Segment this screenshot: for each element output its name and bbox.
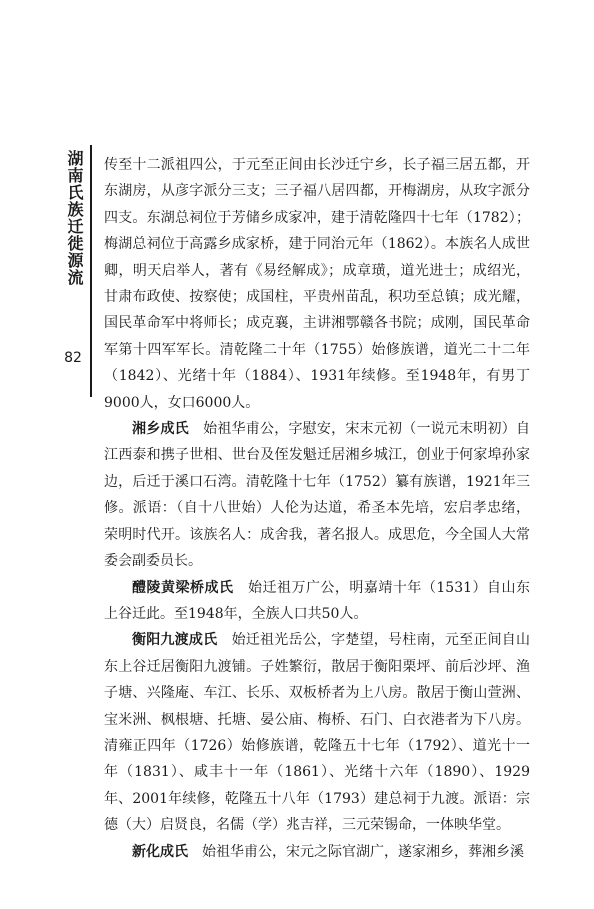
paragraph-text: 传至十二派祖四公，于元至正间由长沙迁宁乡，长子福三居五都，开东湖房，从彦字派分三支；三子福八居四都，开梅湖房，从玫字派分四支。东湖总祠位于芳储乡成家冲，建于清乾隆四十七年（1782）；梅湖总祠位于高露乡成家桥，建于同治元年（1862）。本族名人成世卿，明天启举人，著有《易经解成》；成章璜，道光进士；成绍光，甘肃布政使、按察使；成国柱，平贵州苗乱，积功至总镇；成光耀，国民革命军中将师长；成克襄，主讲湘鄂赣各书院；成刚，国民革命军第十四军军长。清乾隆二十年（1755）始修族谱，道光二十二年（1842）、光绪十年（1884）、1931年续修。至1948年，有男丁9000人，女口6000人。	[104, 157, 530, 411]
paragraph-heading: 衡阳九渡成氏	[132, 632, 218, 649]
paragraph-heading: 湘乡成氏	[132, 421, 189, 438]
page-number: 82	[64, 350, 82, 366]
side-section-title: 湖南氏族迁徙源流	[65, 150, 84, 286]
paragraph-text: 始祖华甫公，宋元之际官湖广，遂家湘乡，葬湘乡溪	[202, 843, 524, 860]
paragraph-hengyang	[104, 627, 530, 838]
paragraph-xiangxiang	[104, 416, 530, 574]
paragraph-text: 始迁祖万广公，明嘉靖十年（1531）自山东上谷迁此。至1948年，全族人口共50人。	[104, 579, 530, 622]
side-divider-line	[90, 145, 92, 397]
paragraph-heading: 醴陵黄梁桥成氏	[132, 579, 234, 596]
paragraph-xinhua	[104, 839, 530, 865]
paragraph-continuation	[104, 152, 530, 416]
body-text	[104, 152, 530, 865]
paragraph-heading: 新化成氏	[132, 843, 188, 860]
paragraph-text: 始祖华甫公，字慰安，宋末元初（一说元末明初）自江西泰和携子世相、世台及侄发魁迁居湘乡城江，创业于何家埠孙家边，后迁于溪口石湾。清乾隆十七年（1752）纂有族谱，1921年三修。派语：（自十八世始）人伦为达道，希圣本先培，宏启孝忠绪，荣明时代开。该族名人：成舍我，著名报人。成思危，今全国人大常委会副委员长。	[104, 421, 531, 570]
paragraph-liling	[104, 575, 530, 628]
paragraph-text: 始迁祖光岳公，字楚望，号柱南，元至正间自山东上谷迁居衡阳九渡铺。子姓繁衍，散居于衡阳栗坪、前后沙坪、渔子塘、兴隆庵、车江、长乐、双板桥者为上八房。散居于衡山萱洲、宝米洲、枫根塘、托塘、晏公庙、梅桥、石门、白衣港者为下八房。清雍正四年（1726）始修族谱，乾隆五十七年（1792）、道光十一年（1831）、咸丰十一年（1861）、光绪十六年（1890）、1929年、2001年续修，乾隆五十八年（1793）建总祠于九渡。派语：宗德（大）启贤良，名儒（学）兆吉祥，三元荣锡命，一体映华堂。	[104, 632, 531, 834]
